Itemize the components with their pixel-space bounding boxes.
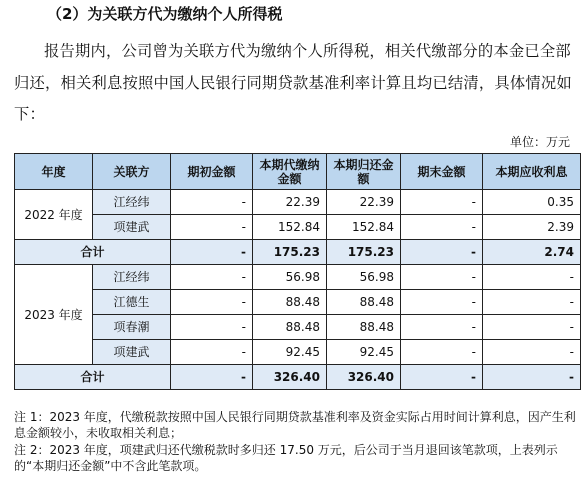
col-header-paid: 本期代缴纳金额	[253, 154, 327, 190]
party-cell: 项建武	[93, 215, 171, 240]
returned-cell: 152.84	[327, 215, 401, 240]
returned-cell: 22.39	[327, 190, 401, 215]
col-header-party: 关联方	[93, 154, 171, 190]
col-header-closing: 期末金额	[401, 154, 483, 190]
col-header-year: 年度	[15, 154, 93, 190]
closing-cell: -	[401, 190, 483, 215]
table-row	[15, 190, 581, 215]
footnote-2: 注 2：2023 年度，项建武归还代缴税款时多归还 17.50 万元，后公司于当月退回该笔款项，上表列示的“本期归还金额”中不含此笔款项。	[14, 443, 558, 473]
interest-cell: 0.35	[483, 190, 581, 215]
col-header-interest: 本期应收利息	[483, 154, 581, 190]
year-cell: 2023 年度	[15, 265, 93, 365]
opening-cell: -	[171, 215, 253, 240]
closing-cell: -	[401, 290, 483, 315]
total-row-2023	[15, 365, 581, 390]
paid-cell: 56.98	[253, 265, 327, 290]
col-header-opening: 期初金额	[171, 154, 253, 190]
total-paid: 326.40	[253, 365, 327, 390]
total-opening: -	[171, 365, 253, 390]
unit-label: 单位：万元	[509, 135, 570, 149]
paid-cell: 22.39	[253, 190, 327, 215]
opening-cell: -	[171, 290, 253, 315]
total-returned: 175.23	[327, 240, 401, 265]
year-cell: 2022 年度	[15, 190, 93, 240]
total-row-2022	[15, 240, 581, 265]
related-party-tax-table	[14, 153, 581, 390]
total-closing: -	[401, 365, 483, 390]
total-interest: -	[483, 365, 581, 390]
paid-cell: 88.48	[253, 290, 327, 315]
returned-cell: 88.48	[327, 315, 401, 340]
closing-cell: -	[401, 215, 483, 240]
total-paid: 175.23	[253, 240, 327, 265]
paid-cell: 152.84	[253, 215, 327, 240]
opening-cell: -	[171, 190, 253, 215]
section-heading: （2）为关联方代为缴纳个人所得税	[47, 5, 283, 23]
total-returned: 326.40	[327, 365, 401, 390]
party-cell: 江经纬	[93, 265, 171, 290]
returned-cell: 88.48	[327, 290, 401, 315]
footnote-1: 注 1：2023 年度，代缴税款按照中国人民银行同期贷款基准利率及资金实际占用时间计算利息，因产生利息金额较小，未收取相关利息；	[14, 410, 576, 440]
party-cell: 项春潮	[93, 315, 171, 340]
returned-cell: 56.98	[327, 265, 401, 290]
interest-cell: -	[483, 290, 581, 315]
closing-cell: -	[401, 265, 483, 290]
footnotes	[14, 410, 580, 476]
interest-cell: 2.39	[483, 215, 581, 240]
table-header-row	[15, 154, 581, 190]
opening-cell: -	[171, 265, 253, 290]
returned-cell: 92.45	[327, 340, 401, 365]
paid-cell: 88.48	[253, 315, 327, 340]
table-row	[15, 290, 581, 315]
interest-cell: -	[483, 340, 581, 365]
opening-cell: -	[171, 340, 253, 365]
party-cell: 江经纬	[93, 190, 171, 215]
total-closing: -	[401, 240, 483, 265]
total-label: 合计	[15, 240, 171, 265]
paid-cell: 92.45	[253, 340, 327, 365]
total-interest: 2.74	[483, 240, 581, 265]
table-row	[15, 340, 581, 365]
closing-cell: -	[401, 340, 483, 365]
interest-cell: -	[483, 315, 581, 340]
table-row	[15, 315, 581, 340]
intro-paragraph: 报告期内，公司曾为关联方代为缴纳个人所得税，相关代缴部分的本金已全部归还，相关利息按照中国人民银行同期贷款基准利率计算且均已结清，具体情况如下：	[14, 42, 572, 123]
party-cell: 江德生	[93, 290, 171, 315]
closing-cell: -	[401, 315, 483, 340]
party-cell: 项建武	[93, 340, 171, 365]
table-row	[15, 265, 581, 290]
interest-cell: -	[483, 265, 581, 290]
opening-cell: -	[171, 315, 253, 340]
col-header-returned: 本期归还金额	[327, 154, 401, 190]
table-row	[15, 215, 581, 240]
total-label: 合计	[15, 365, 171, 390]
total-opening: -	[171, 240, 253, 265]
